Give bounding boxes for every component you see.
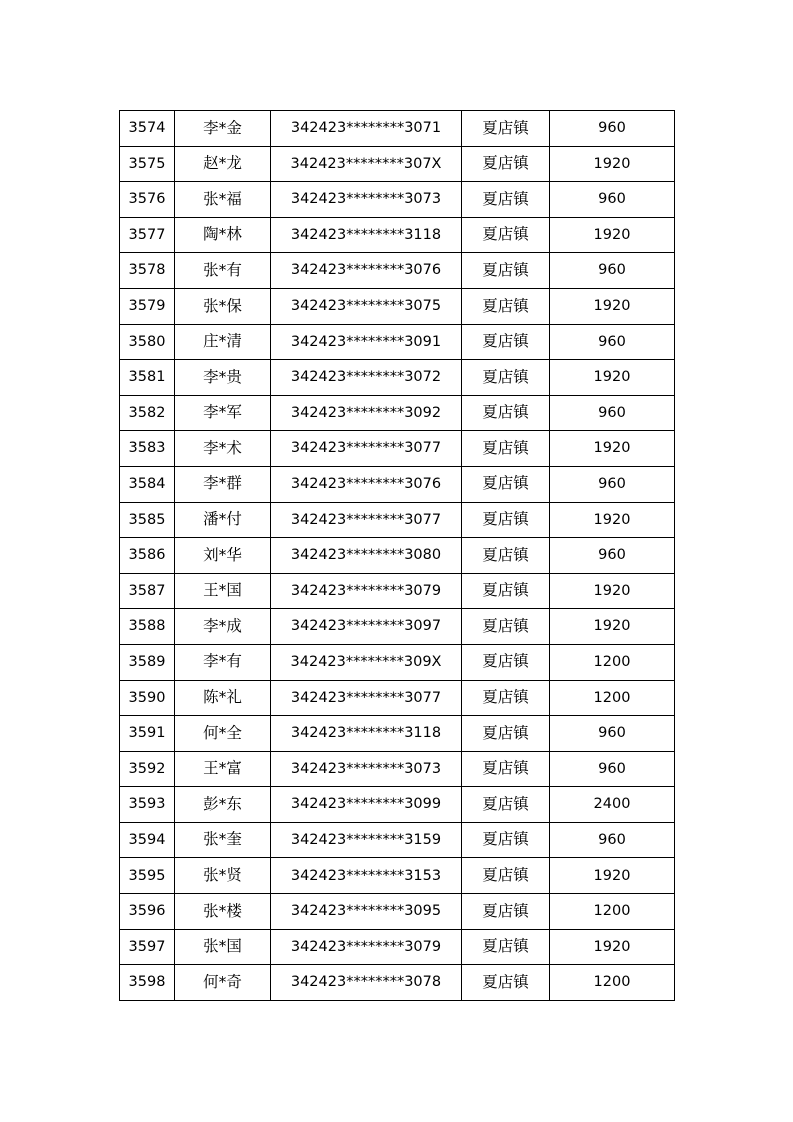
town-cell: 夏店镇 [462,680,550,716]
amount-cell: 1920 [550,858,675,894]
row-number-cell: 3597 [120,929,175,965]
row-number-cell: 3581 [120,360,175,396]
amount-cell: 1200 [550,680,675,716]
name-cell: 张*奎 [175,822,271,858]
row-number-cell: 3580 [120,324,175,360]
id-number-cell: 342423********307X [271,146,462,182]
row-number-cell: 3575 [120,146,175,182]
row-number-cell: 3578 [120,253,175,289]
row-number-cell: 3595 [120,858,175,894]
amount-cell: 960 [550,111,675,147]
id-number-cell: 342423********3077 [271,502,462,538]
town-cell: 夏店镇 [462,644,550,680]
name-cell: 张*福 [175,182,271,218]
row-number-cell: 3582 [120,395,175,431]
row-number-cell: 3574 [120,111,175,147]
row-number-cell: 3585 [120,502,175,538]
town-cell: 夏店镇 [462,431,550,467]
town-cell: 夏店镇 [462,822,550,858]
table-row [120,182,675,218]
id-number-cell: 342423********309X [271,644,462,680]
amount-cell: 1920 [550,217,675,253]
id-number-cell: 342423********3077 [271,680,462,716]
row-number-cell: 3577 [120,217,175,253]
amount-cell: 1200 [550,965,675,1001]
id-number-cell: 342423********3159 [271,822,462,858]
name-cell: 王*国 [175,573,271,609]
table-row [120,395,675,431]
name-cell: 陶*林 [175,217,271,253]
amount-cell: 1920 [550,146,675,182]
town-cell: 夏店镇 [462,858,550,894]
name-cell: 张*楼 [175,894,271,930]
id-number-cell: 342423********3079 [271,573,462,609]
table-row [120,288,675,324]
name-cell: 李*术 [175,431,271,467]
row-number-cell: 3587 [120,573,175,609]
id-number-cell: 342423********3153 [271,858,462,894]
table-row [120,894,675,930]
table-row [120,716,675,752]
town-cell: 夏店镇 [462,217,550,253]
amount-cell: 1920 [550,288,675,324]
row-number-cell: 3596 [120,894,175,930]
amount-cell: 960 [550,253,675,289]
town-cell: 夏店镇 [462,253,550,289]
name-cell: 庄*清 [175,324,271,360]
name-cell: 何*奇 [175,965,271,1001]
town-cell: 夏店镇 [462,751,550,787]
amount-cell: 960 [550,822,675,858]
table-row [120,787,675,823]
id-number-cell: 342423********3075 [271,288,462,324]
amount-cell: 1920 [550,609,675,645]
name-cell: 张*有 [175,253,271,289]
town-cell: 夏店镇 [462,111,550,147]
row-number-cell: 3591 [120,716,175,752]
amount-cell: 1200 [550,894,675,930]
town-cell: 夏店镇 [462,894,550,930]
table-row [120,538,675,574]
id-number-cell: 342423********3097 [271,609,462,645]
row-number-cell: 3594 [120,822,175,858]
table-row [120,111,675,147]
id-number-cell: 342423********3076 [271,253,462,289]
amount-cell: 960 [550,751,675,787]
amount-cell: 1920 [550,431,675,467]
amount-cell: 1920 [550,573,675,609]
name-cell: 何*全 [175,716,271,752]
id-number-cell: 342423********3073 [271,182,462,218]
name-cell: 刘*华 [175,538,271,574]
amount-cell: 1200 [550,644,675,680]
town-cell: 夏店镇 [462,324,550,360]
town-cell: 夏店镇 [462,965,550,1001]
row-number-cell: 3583 [120,431,175,467]
amount-cell: 2400 [550,787,675,823]
town-cell: 夏店镇 [462,288,550,324]
table-row [120,680,675,716]
id-number-cell: 342423********3099 [271,787,462,823]
row-number-cell: 3584 [120,466,175,502]
id-number-cell: 342423********3092 [271,395,462,431]
table-row [120,360,675,396]
row-number-cell: 3593 [120,787,175,823]
town-cell: 夏店镇 [462,182,550,218]
row-number-cell: 3592 [120,751,175,787]
town-cell: 夏店镇 [462,716,550,752]
table-row [120,146,675,182]
amount-cell: 960 [550,466,675,502]
amount-cell: 1920 [550,929,675,965]
table-row [120,466,675,502]
name-cell: 潘*付 [175,502,271,538]
row-number-cell: 3579 [120,288,175,324]
town-cell: 夏店镇 [462,929,550,965]
name-cell: 李*有 [175,644,271,680]
table-row [120,431,675,467]
id-number-cell: 342423********3079 [271,929,462,965]
town-cell: 夏店镇 [462,502,550,538]
row-number-cell: 3598 [120,965,175,1001]
id-number-cell: 342423********3073 [271,751,462,787]
town-cell: 夏店镇 [462,395,550,431]
row-number-cell: 3586 [120,538,175,574]
amount-cell: 960 [550,538,675,574]
town-cell: 夏店镇 [462,360,550,396]
amount-cell: 960 [550,324,675,360]
id-number-cell: 342423********3080 [271,538,462,574]
name-cell: 张*贤 [175,858,271,894]
id-number-cell: 342423********3072 [271,360,462,396]
table-row [120,253,675,289]
name-cell: 王*富 [175,751,271,787]
name-cell: 李*金 [175,111,271,147]
table-row [120,217,675,253]
id-number-cell: 342423********3076 [271,466,462,502]
amount-cell: 960 [550,716,675,752]
town-cell: 夏店镇 [462,538,550,574]
town-cell: 夏店镇 [462,573,550,609]
name-cell: 李*军 [175,395,271,431]
name-cell: 彭*东 [175,787,271,823]
amount-cell: 1920 [550,502,675,538]
name-cell: 张*国 [175,929,271,965]
town-cell: 夏店镇 [462,787,550,823]
table-row [120,644,675,680]
id-number-cell: 342423********3118 [271,217,462,253]
id-number-cell: 342423********3071 [271,111,462,147]
name-cell: 赵*龙 [175,146,271,182]
amount-cell: 1920 [550,360,675,396]
amount-cell: 960 [550,182,675,218]
town-cell: 夏店镇 [462,609,550,645]
name-cell: 李*成 [175,609,271,645]
table-row [120,609,675,645]
id-number-cell: 342423********3118 [271,716,462,752]
id-number-cell: 342423********3095 [271,894,462,930]
town-cell: 夏店镇 [462,146,550,182]
table-row [120,965,675,1001]
table-row [120,822,675,858]
id-number-cell: 342423********3078 [271,965,462,1001]
name-cell: 李*群 [175,466,271,502]
name-cell: 张*保 [175,288,271,324]
table-row [120,573,675,609]
roster-table [119,110,675,1001]
amount-cell: 960 [550,395,675,431]
id-number-cell: 342423********3077 [271,431,462,467]
name-cell: 陈*礼 [175,680,271,716]
table-row [120,324,675,360]
table-row [120,858,675,894]
row-number-cell: 3590 [120,680,175,716]
roster-table-body [120,111,675,1001]
table-row [120,929,675,965]
name-cell: 李*贵 [175,360,271,396]
town-cell: 夏店镇 [462,466,550,502]
row-number-cell: 3589 [120,644,175,680]
id-number-cell: 342423********3091 [271,324,462,360]
table-row [120,502,675,538]
row-number-cell: 3576 [120,182,175,218]
table-row [120,751,675,787]
row-number-cell: 3588 [120,609,175,645]
